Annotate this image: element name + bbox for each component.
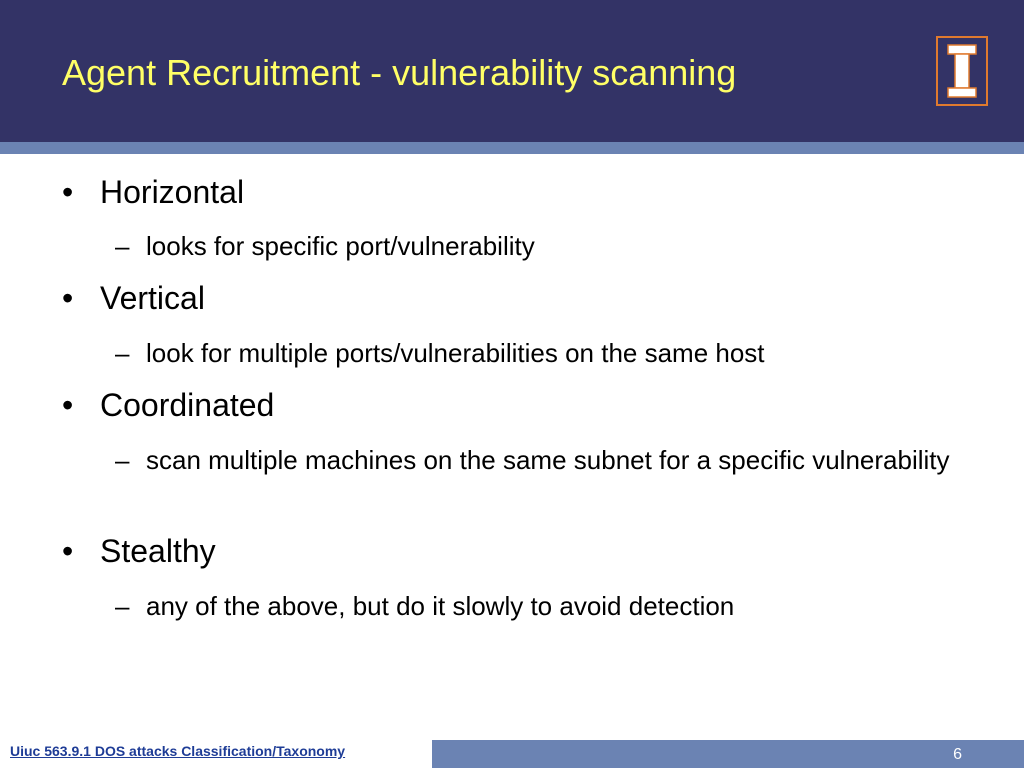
sub-bullet-item [115,229,985,263]
dash-marker: – [115,591,130,621]
sub-bullet-text: look for multiple ports/vulnerabilities on the same host [146,338,765,368]
bullet-label: Coordinated [100,387,275,423]
bullet-marker: • [62,280,74,316]
block-i-logo-icon [936,36,988,106]
header-accent-bar [0,142,1024,154]
dash-marker: – [115,231,130,261]
sub-bullet-text: looks for specific port/vulnerability [146,231,535,261]
bullet-label: Vertical [100,280,205,316]
slide-title: Agent Recruitment - vulnerability scanning [62,52,737,93]
sub-bullet-item [115,589,985,623]
sub-bullet-item [115,443,985,477]
bullet-marker: • [62,174,74,210]
bullet-label: Stealthy [100,533,216,569]
page-number: 6 [953,746,962,763]
slide-header [0,0,1024,142]
bullet-marker: • [62,387,74,423]
bullet-marker: • [62,533,74,569]
dash-marker: – [115,338,130,368]
footer-course-link[interactable]: Uiuc 563.9.1 DOS attacks Classification/Taxonomy [10,743,346,759]
sub-bullet-item [115,336,985,370]
dash-marker: – [115,445,130,475]
sub-bullet-text: any of the above, but do it slowly to avoid detection [146,591,735,621]
bullet-label: Horizontal [100,174,245,210]
footer-bar [432,740,1024,768]
sub-bullet-text: scan multiple machines on the same subnet for a specific vulnerability [146,445,950,475]
